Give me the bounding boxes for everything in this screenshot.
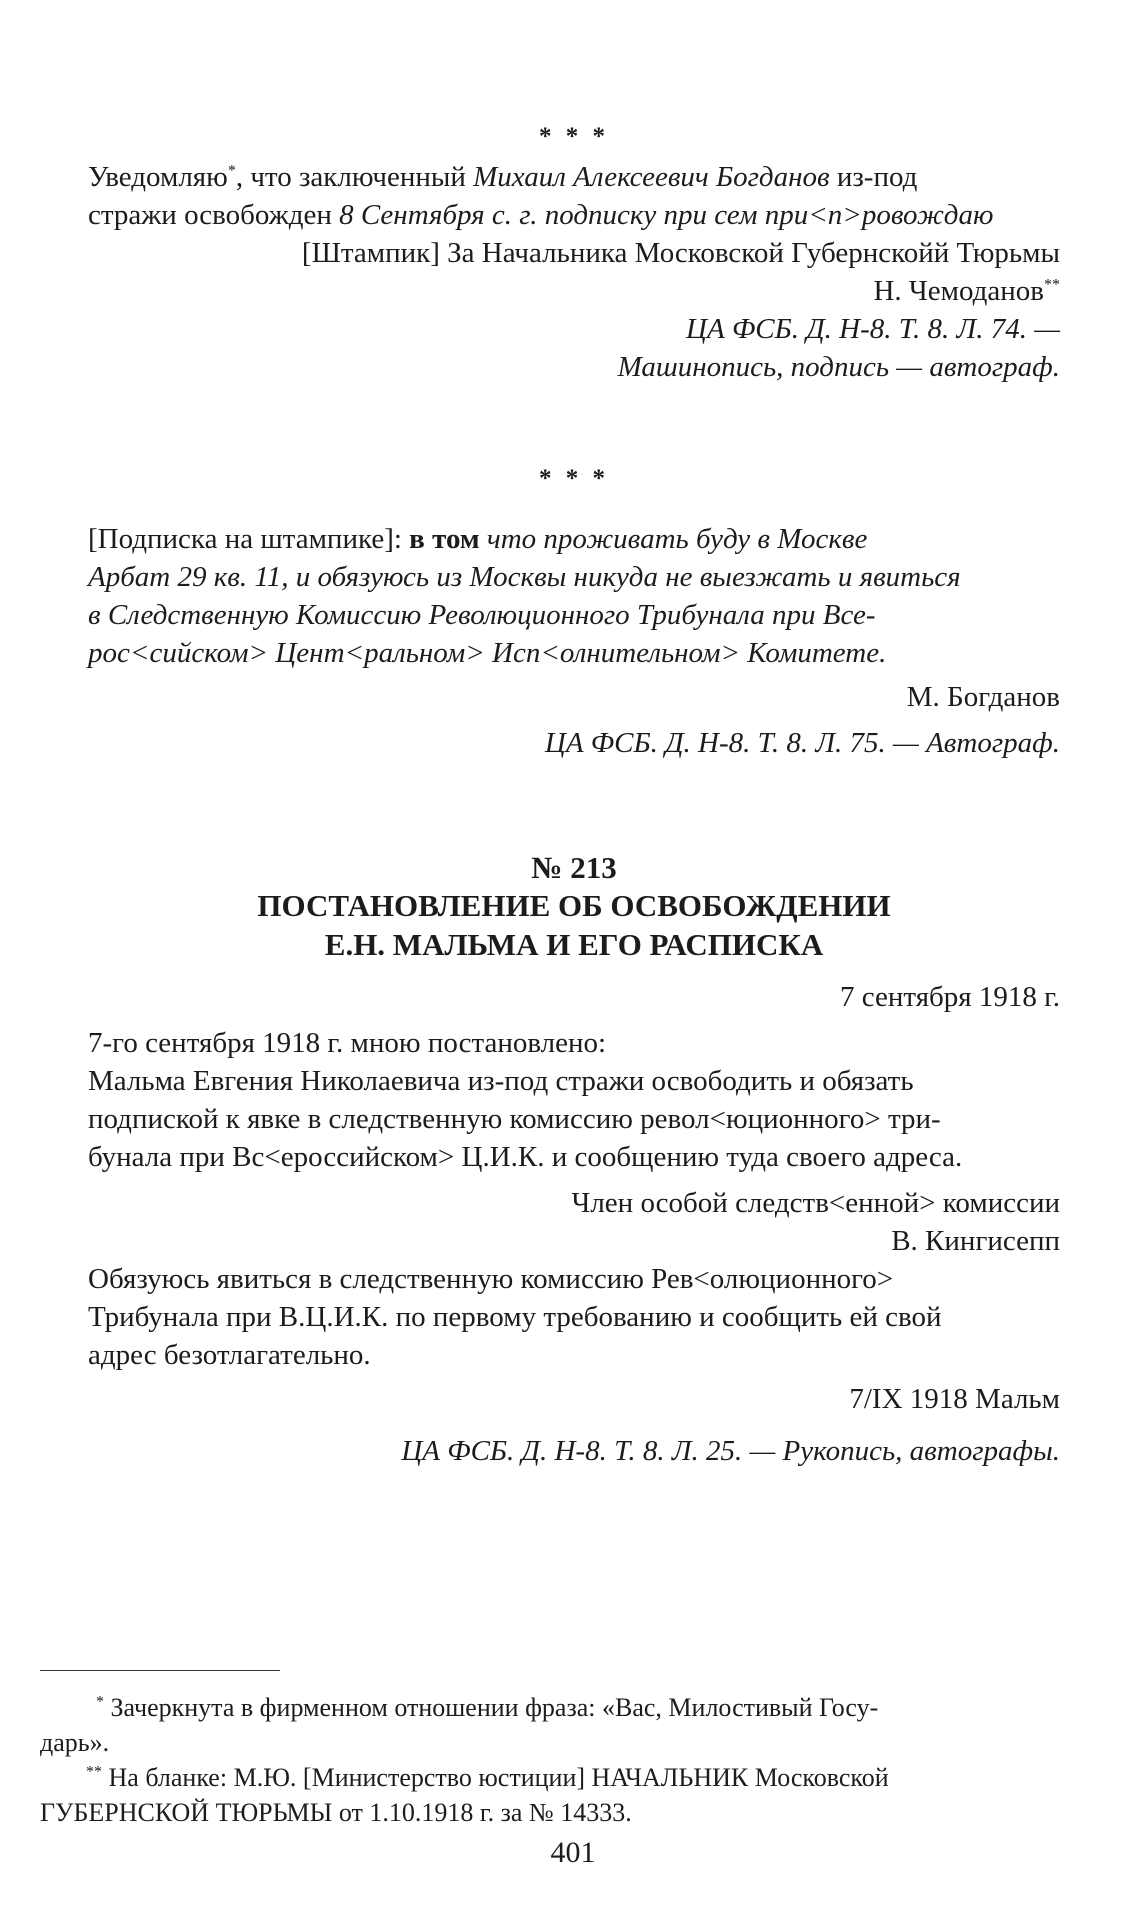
source-ref-74-type: Машинопись, подпись — автограф. [617, 351, 1060, 383]
notice-section [88, 118, 1060, 386]
signer-bogdanov: М. Богданов [906, 681, 1060, 713]
footnote-2-line-1 [40, 1760, 1060, 1795]
footnote-divider [40, 1670, 280, 1671]
source-ref-75: ЦА ФСБ. Д. Н-8. Т. 8. Л. 75. — Автограф. [544, 727, 1060, 759]
notice-line-2 [88, 196, 1060, 234]
footnote-1-line-2: дарь». [40, 1728, 110, 1757]
pledge-line-1 [88, 520, 1060, 558]
footnote-2-line-2: ГУБЕРНСКОЙ ТЮРЬМЫ от 1.10.1918 г. за № 14333. [40, 1798, 632, 1827]
notice-text: , что заключенный [235, 161, 474, 193]
source-ref-25: ЦА ФСБ. Д. Н-8. Т. 8. Л. 25. — Рукопись, автографы. [401, 1435, 1060, 1467]
notice-line-1 [88, 158, 1060, 196]
source-ref-74: ЦА ФСБ. Д. Н-8. Т. 8. Л. 74. — [686, 313, 1060, 345]
receipt-line-3: адрес безотлагательно. [88, 1339, 371, 1371]
pledge-text: [Подписка на штампике]: [88, 523, 410, 555]
commission-member-title: Член особой следств<енной> комиссии [571, 1187, 1060, 1219]
receipt-line-2: Трибунала при В.Ц.И.К. по первому требованию и сообщить ей свой [88, 1301, 942, 1333]
footnote-1-line-1 [40, 1690, 1060, 1725]
pledge-line-2: Арбат 29 кв. 11, и обязуюсь из Москвы никуда не выезжать и явиться [88, 561, 961, 593]
footnote-mark: * [227, 162, 236, 180]
notice-text: стражи освобожден [88, 199, 340, 231]
document-date: 7 сентября 1918 г. [840, 981, 1060, 1013]
notice-text: Уведомляю [88, 161, 228, 193]
resolution-line-2: подпиской к явке в следственную комиссию револ<юционного> три- [88, 1103, 941, 1135]
page-number: 401 [550, 1836, 596, 1869]
notice-text: из-под [829, 161, 918, 193]
separator-stars: * * * [539, 465, 609, 492]
pledge-handwritten-text: что проживать буду в Москве [479, 523, 868, 555]
resolution-intro: 7-го сентября 1918 г. мною постановлено: [88, 1027, 607, 1059]
signer-name: Н. Чемоданов [873, 275, 1044, 307]
footnotes [40, 1690, 1060, 1830]
footnote-mark: ** [86, 1763, 102, 1781]
document-213 [88, 850, 1060, 1470]
document-title-line-1: ПОСТАНОВЛЕНИЕ ОБ ОСВОБОЖДЕНИИ [257, 888, 891, 923]
resolution-line-3: бунала при Вс<ероссийском> Ц.И.К. и сообщению туда своего адреса. [88, 1141, 963, 1173]
pledge-line-3: в Следственную Комиссию Революционного Трибунала при Все- [88, 599, 876, 631]
pledge-line-4: рос<сийском> Цент<ральном> Исп<олнительном> Комитете. [88, 637, 887, 669]
separator-stars: * * * [539, 123, 609, 150]
pledge-section [88, 460, 1060, 762]
receipt-line-1: Обязуюсь явиться в следственную комиссию Рев<олюционного> [88, 1263, 894, 1295]
footnote-mark: ** [1044, 276, 1060, 294]
signer-malm: 7/IX 1918 Мальм [849, 1383, 1060, 1415]
resolution-line-1: Мальма Евгения Николаевича из-под стражи освободить и обязать [88, 1065, 914, 1097]
document-title-line-2: Е.Н. МАЛЬМА И ЕГО РАСПИСКА [324, 927, 824, 962]
prisoner-name: Михаил Алексеевич Богданов [473, 161, 830, 193]
signer-chemodanov [88, 272, 1060, 310]
footnote-text: На бланке: М.Ю. [Министерство юстиции] НАЧАЛЬНИК Московской [108, 1763, 889, 1792]
pledge-bold-text: в том [409, 523, 480, 555]
footnote-mark: * [96, 1693, 104, 1711]
signer-kingisepp: В. Кингисепп [891, 1225, 1060, 1257]
document-number: № 213 [531, 850, 617, 885]
notice-handwritten-text: 8 Сентября с. г. подписку при сем при<п>ровождаю [339, 199, 994, 231]
footnote-text: Зачеркнута в фирменном отношении фраза: «Вас, Милостивый Госу- [110, 1693, 879, 1722]
stamp-line: [Штампик] За Начальника Московской Губернскойй Тюрьмы [301, 237, 1060, 269]
